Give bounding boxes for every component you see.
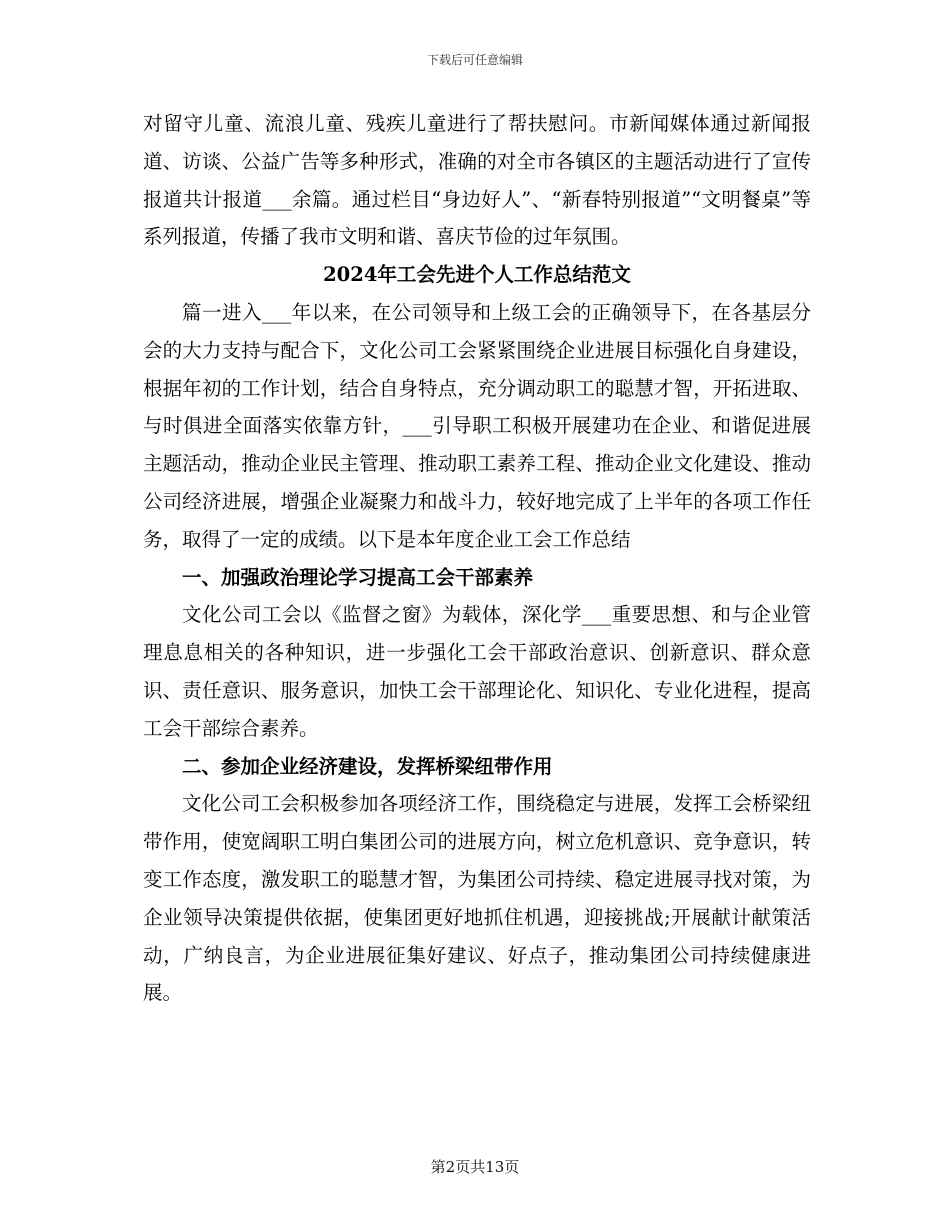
document-title: 2024年工会先进个人工作总结范文 xyxy=(323,263,631,287)
paragraph-1: 篇一进入___年以来，在公司领导和上级工会的正确领导下，在各基层分会的大力支持与配合下，文化公司工会紧紧围绕企业进展目标强化自身建设，根据年初的工作计划，结合自身特点，充分调动职工的聪慧才智，开拓进取、与时俱进全面落实依靠方针，___引导职工积极开展建功在企业、和谐促进展主题活动，推动企业民主管理、推动职工素养工程、推动企业文化建设、推动公司经济进展，增强企业凝聚力和战斗力，较好地完成了上半年的各项工作任务，取得了一定的成绩。以下是本年度企业工会工作总结 xyxy=(143,300,811,551)
page-header: 下载后可任意编辑 xyxy=(426,53,523,67)
section-1-text: 文化公司工会以《监督之窗》为载体，深化学___重要思想、和与企业管理息息相关的各种知识，进一步强化工会干部政治意识、创新意识、群众意识、责任意识、服务意识，加快工会干部理论化、知识化、专业化进程，提高工会干部综合素养。 xyxy=(143,603,811,740)
intro-paragraph: 对留守儿童、流浪儿童、残疾儿童进行了帮扶慰问。市新闻媒体通过新闻报道、访谈、公益广告等多种形式，准确的对全市各镇区的主题活动进行了宣传报道共计报道___余篇。通过栏目“身边好人”、“新春特别报道”“文明餐桌”等系列报道，传播了我市文明和谐、喜庆节俭的过年氛围。 xyxy=(143,112,811,249)
document-body xyxy=(143,105,811,1012)
section-2-heading: 二、参加企业经济建设，发挥桥梁纽带作用 xyxy=(182,754,553,778)
page-footer: 第2页共13页 xyxy=(430,1158,520,1176)
section-1-heading: 一、加强政治理论学习提高工会干部素养 xyxy=(182,565,534,589)
section-2-text: 文化公司工会积极参加各项经济工作，围绕稳定与进展，发挥工会桥梁纽带作用，使宽阔职工明白集团公司的进展方向，树立危机意识、竞争意识，转变工作态度，激发职工的聪慧才智，为集团公司持续、稳定进展寻找对策，为企业领导决策提供依据，使集团更好地抓住机遇，迎接挑战;开展献计献策活动，广纳良言，为企业进展征集好建议、好点子，推动集团公司持续健康进展。 xyxy=(143,792,811,1005)
